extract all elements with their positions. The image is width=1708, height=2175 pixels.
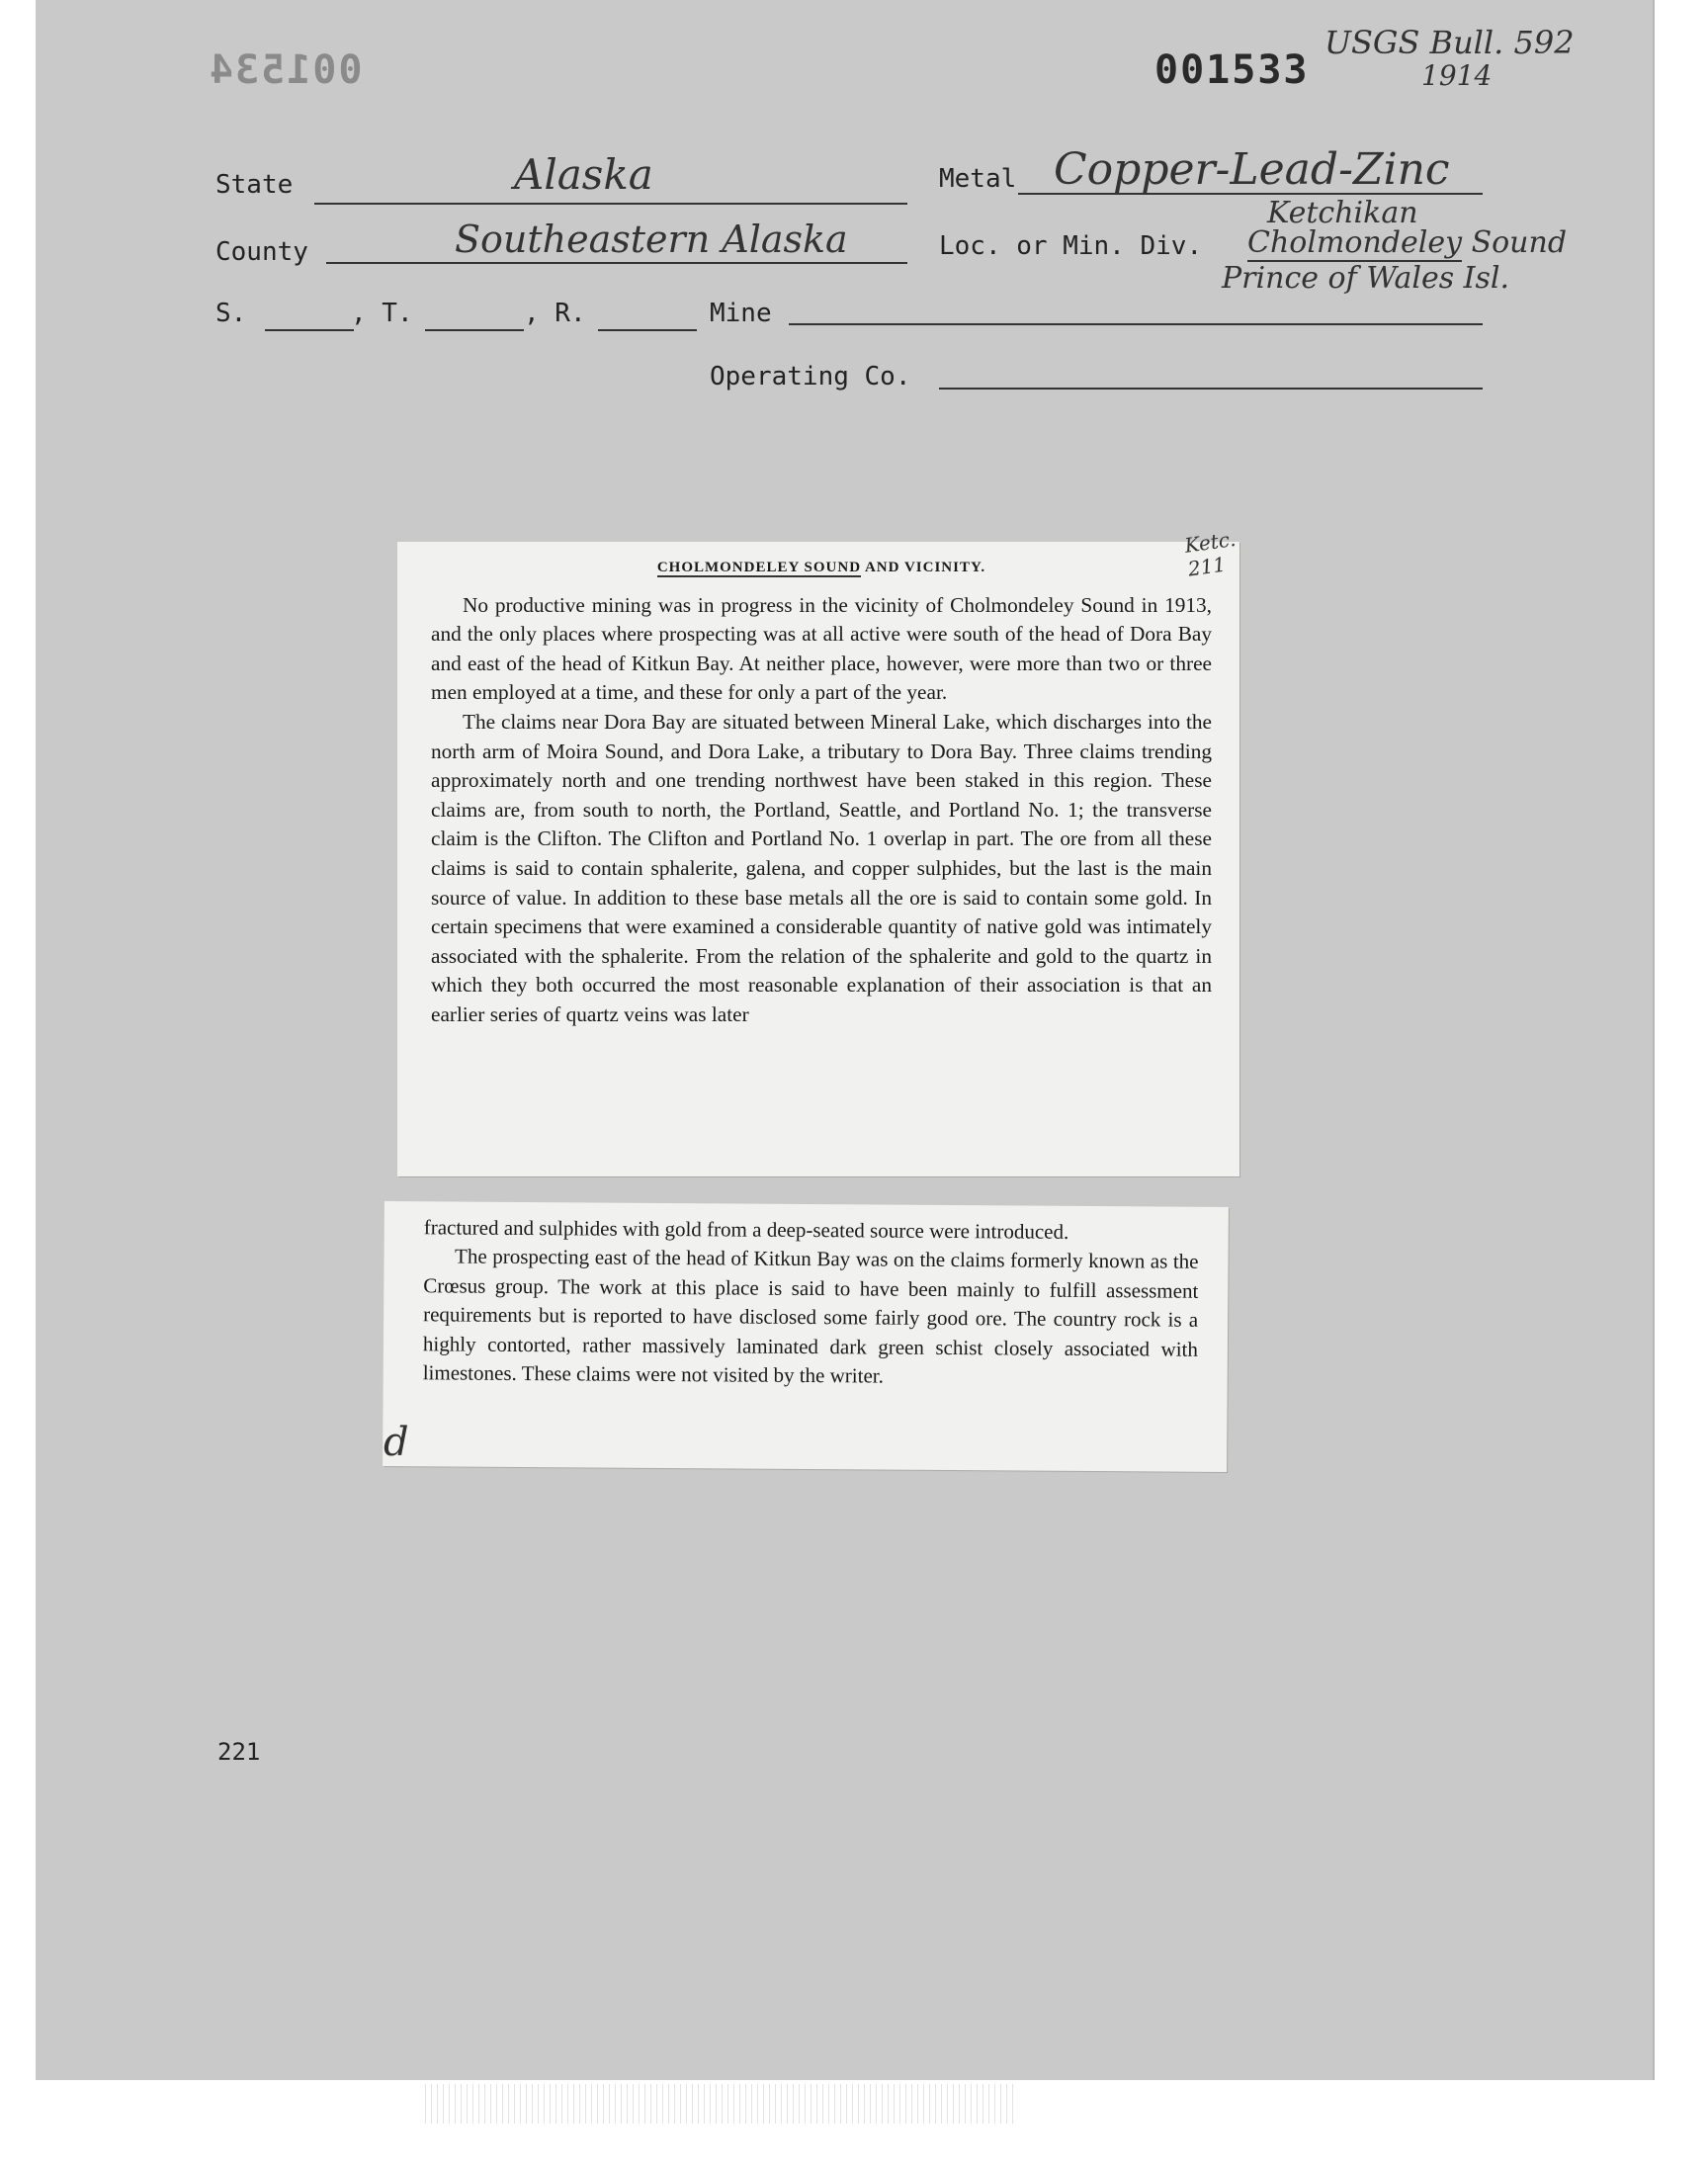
operating-co-line: [939, 388, 1483, 390]
operating-co-label: Operating Co.: [710, 362, 911, 392]
clipping-paragraph: The claims near Dora Bay are situated between Mineral Lake, which discharges into the north arm of Moira Sound, and Dora Lake, a tributary to Dora Bay. Three claims trending approximately north and one trending northwest have been staked in this region. These claims are, from south to north, the Portland, Seattle, and Portland No. 1; the transverse claim is the Clifton. The Clifton and Portland No. 1 overlap in part. The ore from all these claims is said to contain sphalerite, galena, and copper sulphides, but the last is the main source of value. In addition to these base metals all the ore is said to contain some gold. In certain specimens that were examined a considerable quantity of native gold was intimately associated with the sphalerite. From the relation of the sphalerite and gold to the quartz in which they both occurred the most reasonable explanation of their association is that an earlier series of quartz veins was later: [431, 709, 1212, 1026]
range-line: [598, 329, 697, 331]
mine-line: [789, 323, 1483, 325]
clipping-1: [397, 542, 1239, 1176]
state-label: State: [215, 170, 294, 200]
clipping-paragraph: The prospecting east of the head of Kitkun Bay was on the claims formerly known as the Crœsus group. The work at this place is said to have been mainly to fulfill assessment requirements but is reported to have disclosed some fairly good ore. The country rock is a highly contorted, rather massively laminated dark green schist closely associated with limestones. These claims were not visited by the writer.: [422, 1244, 1199, 1388]
metal-label: Metal: [939, 164, 1017, 194]
township-label: , T.: [351, 299, 413, 328]
loc-value-line1: Ketchikan: [1267, 196, 1418, 230]
clipping-paragraph: fractured and sulphides with gold from a deep-seated source were introduced.: [423, 1215, 1069, 1244]
section-line: [265, 329, 354, 331]
range-label: , R.: [524, 299, 586, 328]
township-line: [425, 329, 524, 331]
mine-label: Mine: [710, 299, 772, 328]
margin-mark: d: [384, 1420, 409, 1465]
loc-value-line3: Prince of Wales Isl.: [1222, 261, 1510, 296]
mirrored-stamp-number: 001534: [208, 47, 363, 93]
source-note-line2: 1914: [1421, 59, 1493, 92]
margin-note: Ketc. 211: [1183, 526, 1238, 581]
page-number: 221: [217, 1738, 261, 1766]
stamp-number: 001533: [1154, 47, 1310, 93]
clipping-title: CHOLMONDELEY SOUND AND VICINITY.: [656, 560, 986, 575]
loc-value-line2: Cholmondeley Sound: [1247, 225, 1568, 260]
clipping-paragraph: No productive mining was in progress in the vicinity of Cholmondeley Sound in 1913, and the only places where prospecting was at all active were south of the head of Dora Bay and east of the head of Kitkun Bay. At neither place, however, were more than two or three men employed at a time, and these for only a part of the year.: [431, 592, 1212, 705]
section-label: S.: [215, 299, 247, 328]
clipping-2: [383, 1201, 1229, 1472]
state-line: [314, 203, 907, 205]
loc-label: Loc. or Min. Div.: [939, 231, 1203, 261]
county-value: Southeastern Alaska: [455, 218, 848, 261]
county-line: [326, 262, 907, 264]
state-value: Alaska: [514, 150, 653, 199]
source-note-line1: USGS Bull. 592: [1324, 24, 1575, 61]
scan-artifact: [425, 2084, 1018, 2124]
metal-value: Copper-Lead-Zinc: [1054, 144, 1450, 195]
county-label: County: [215, 237, 308, 267]
